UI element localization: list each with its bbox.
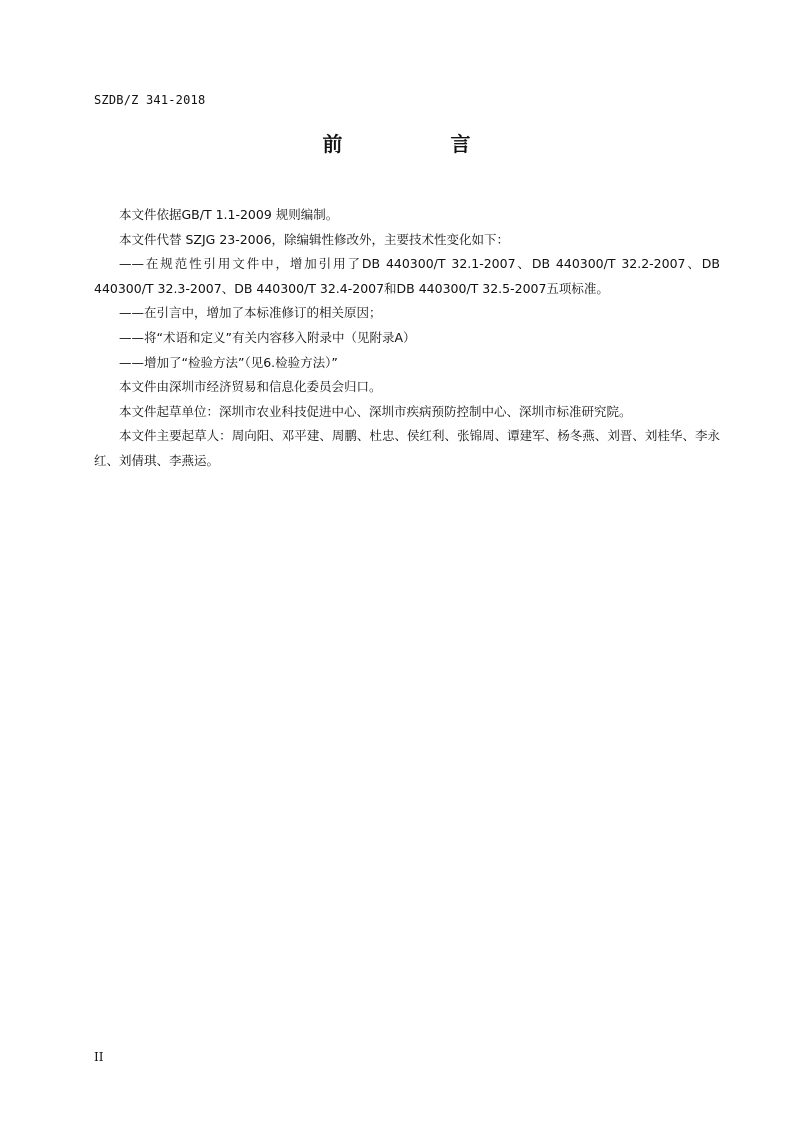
paragraph-change-references: ——在规范性引用文件中，增加引用了DB 440300/T 32.1-2007、DB 440300/T 32.2-2007、DB 440300/T 32.3-2007、DB 440300/T 32.4-2007和DB 440300/T 32.5-2007五项标准。 xyxy=(94,256,720,296)
paragraph-change-terms: ——将“术语和定义”有关内容移入附录中（见附录A） xyxy=(119,329,416,345)
paragraph-replacement: 本文件代替 SZJG 23-2006，除编辑性修改外，主要技术性变化如下： xyxy=(119,231,510,247)
paragraph-drafting-units: 本文件起草单位：深圳市农业科技促进中心、深圳市疾病预防控制中心、深圳市标准研究院。 xyxy=(119,403,632,419)
page-title: 前 言 xyxy=(322,132,515,156)
paragraph-change-methods: ——增加了“检验方法”（见6.检验方法）” xyxy=(119,354,338,370)
document-code: SZDB/Z 341-2018 xyxy=(94,93,206,107)
paragraph-basis: 本文件依据GB/T 1.1-2009 规则编制。 xyxy=(119,207,339,222)
paragraph-change-introduction: ——在引言中，增加了本标准修订的相关原因； xyxy=(119,305,382,321)
paragraph-responsible-authority: 本文件由深圳市经济贸易和信息化委员会归口。 xyxy=(119,379,382,395)
paragraph-drafters: 本文件主要起草人：周向阳、邓平建、周鹏、杜忠、侯红利、张锦周、谭建军、杨冬燕、刘晋、刘桂华、李永红、刘倩琪、李燕运。 xyxy=(94,428,720,468)
page-number: II xyxy=(94,1050,104,1064)
foreword-body xyxy=(94,203,720,474)
